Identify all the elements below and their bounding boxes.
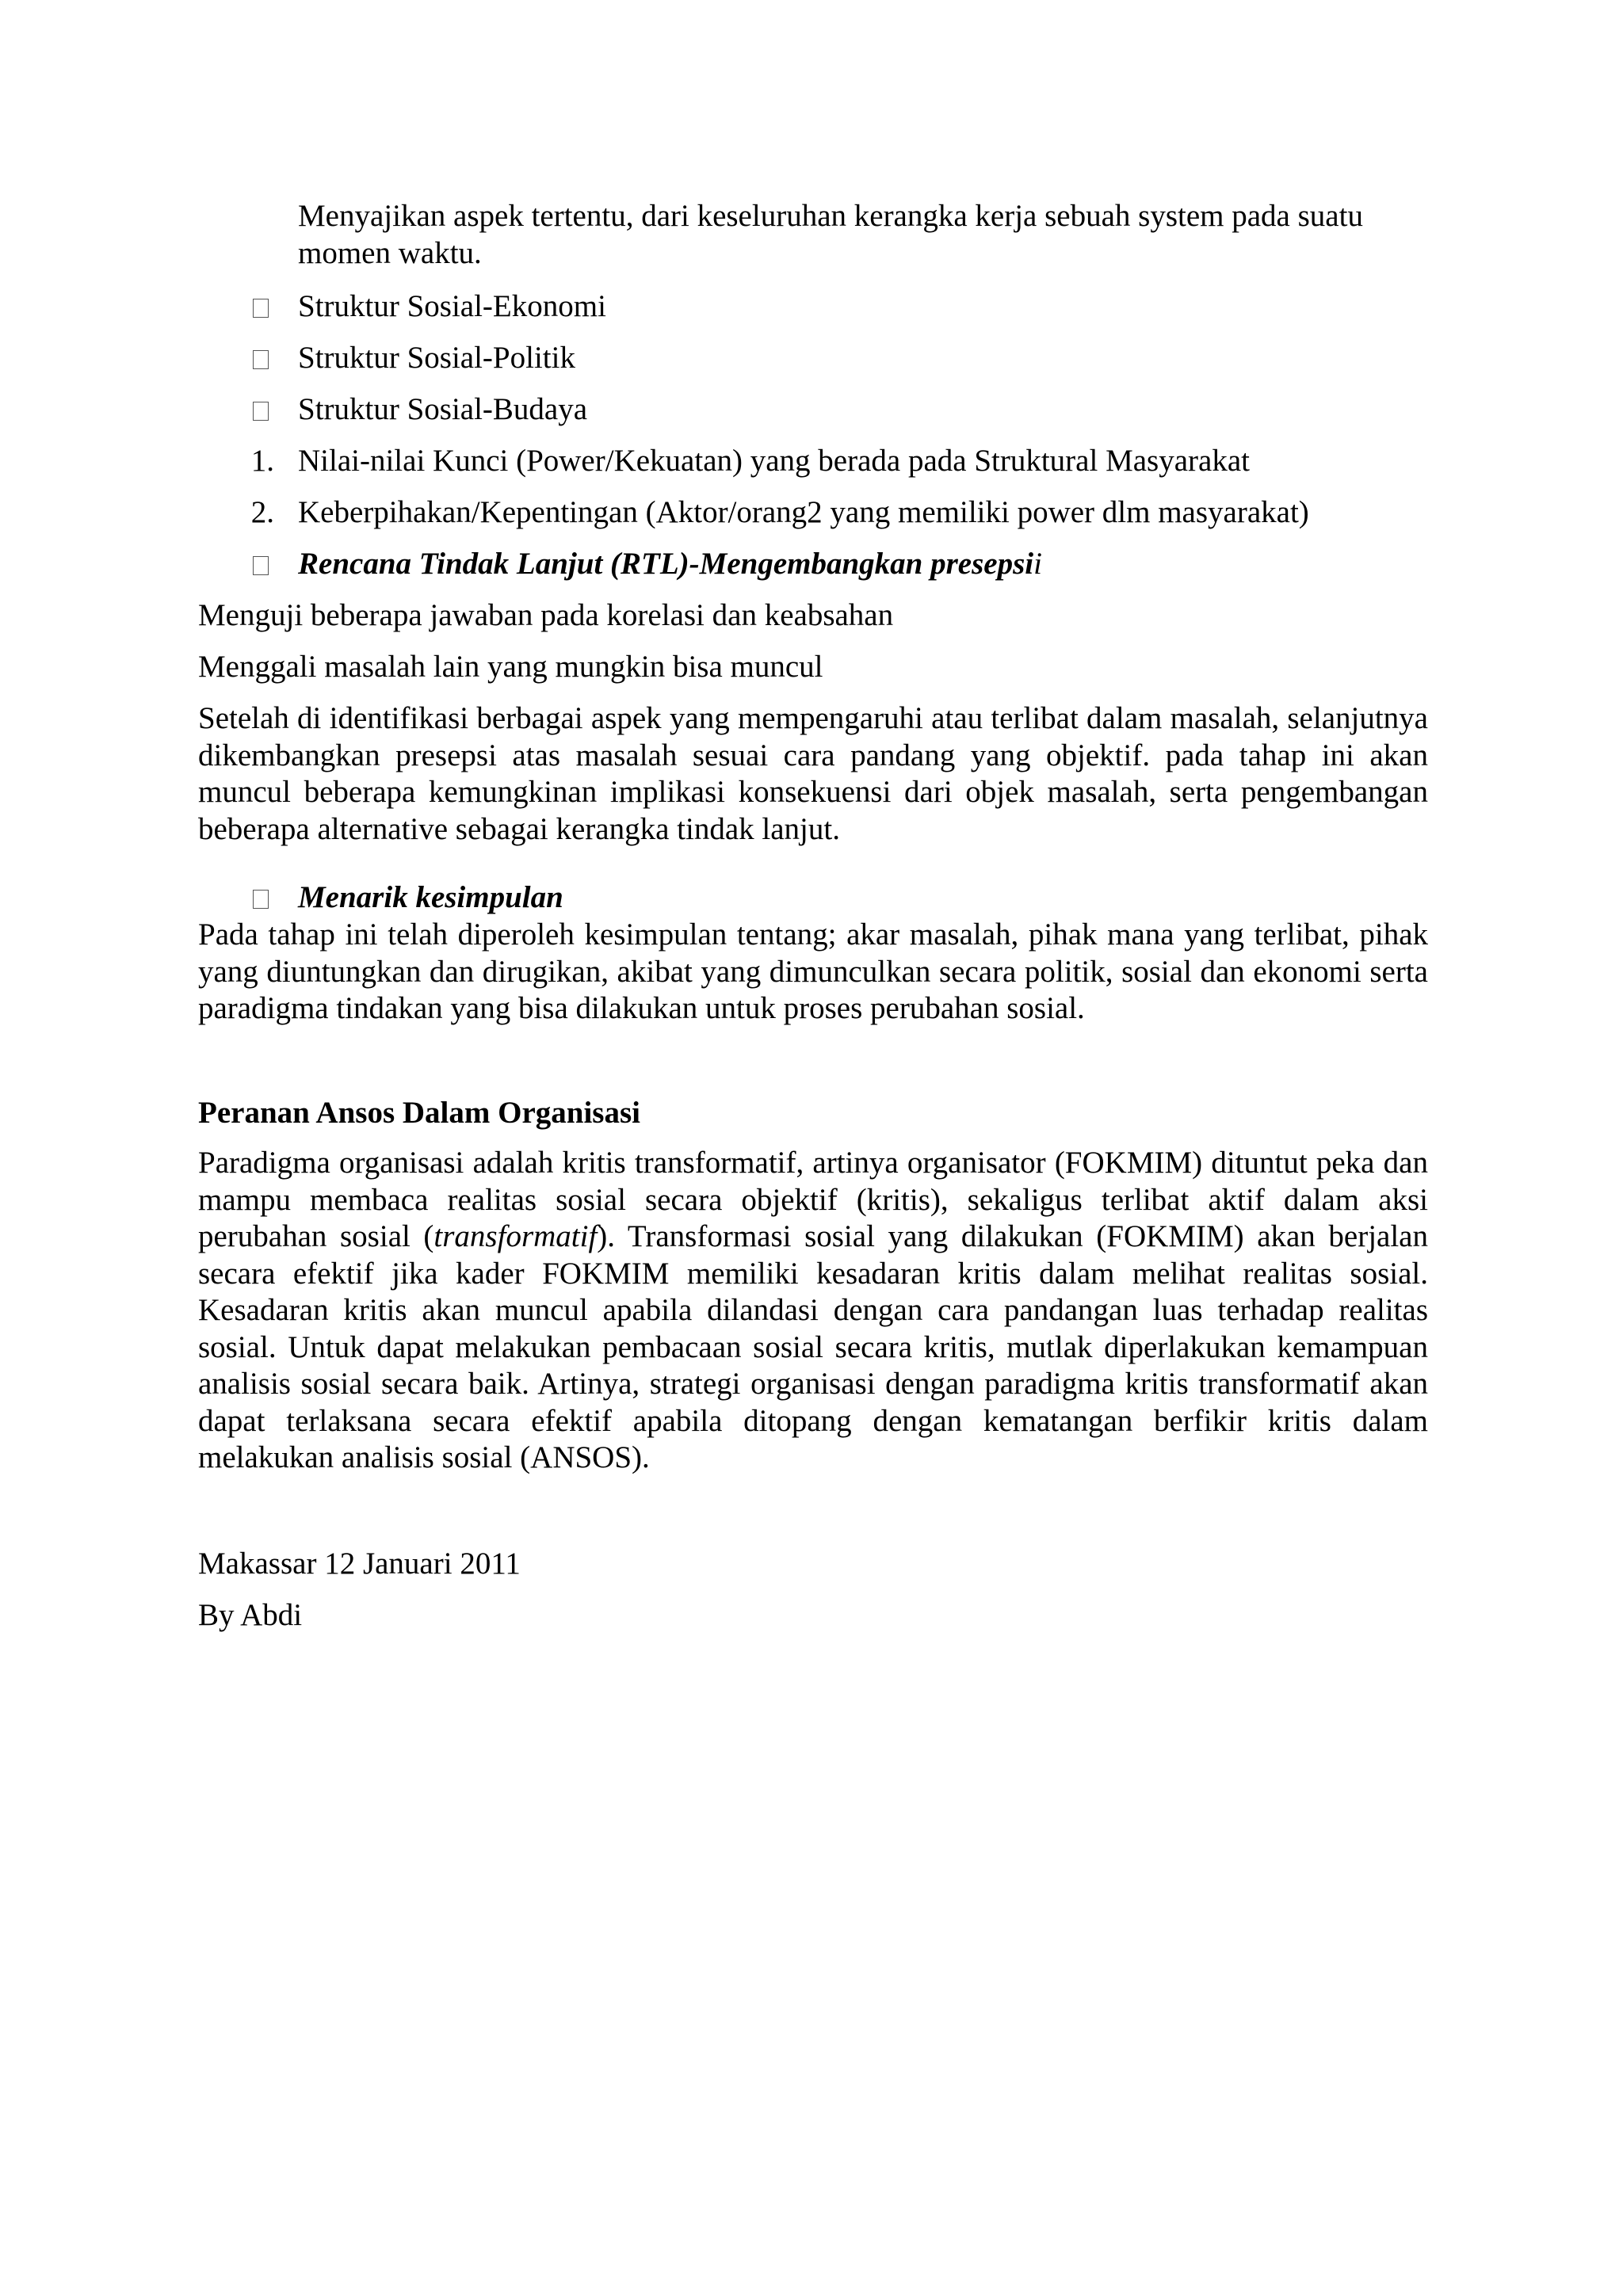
- bullet-item: Struktur Sosial-Ekonomi: [298, 289, 606, 323]
- list-number: 2.: [250, 495, 274, 529]
- bullet-box-icon: [253, 890, 269, 909]
- section-paragraph: Paradigma organisasi adalah kritis transformatif, artinya organisator (FOKMIM) dituntut peka dan mampu membaca realitas sosial secara objektif (kritis), sekaligus terlibat aktif dalam aksi perubahan sosial (transformatif). Transformasi sosial yang dilakukan (FOKMIM) akan berjalan secara efektif jika kader FOKMIM memiliki kesadaran kritis dalam melihat realitas sosial. Kesadaran kritis akan muncul apabila dilandasi dengan cara pandangan luas terhadap realitas sosial. Untuk dapat melakukan pembacaan sosial secara kritis, mutlak diperlakukan kemampuan analisis sosial secara baik. Artinya, strategi organisasi dengan paradigma kritis transformatif akan dapat terlaksana secara efektif apabila ditopang dengan kematangan berfikir kritis dalam melakukan analisis sosial (ANSOS).: [198, 1146, 1428, 1474]
- rtl-heading-text: Rencana Tindak Lanjut (RTL)-Mengembangkan presepsi: [298, 547, 1034, 581]
- list-item: Nilai-nilai Kunci (Power/Kekuatan) yang berada pada Struktural Masyarakat: [298, 444, 1250, 478]
- rtl-heading-tail: i: [1033, 547, 1042, 581]
- list-number: 1.: [250, 444, 274, 478]
- section-heading: Peranan Ansos Dalam Organisasi: [198, 1096, 640, 1130]
- bullet-item: Struktur Sosial-Budaya: [298, 392, 588, 426]
- bullet-box-icon: [253, 402, 269, 421]
- rtl-heading: [298, 546, 1042, 582]
- signature-place-date: Makassar 12 Januari 2011: [198, 1547, 521, 1581]
- bullet-box-icon: [253, 556, 269, 575]
- rtl-line: Menggali masalah lain yang mungkin bisa muncul: [198, 650, 823, 684]
- list-item: Keberpihakan/Kepentingan (Aktor/orang2 yang memiliki power dlm masyarakat): [298, 495, 1309, 529]
- rtl-line: Menguji beberapa jawaban pada korelasi dan keabsahan: [198, 598, 894, 632]
- rtl-paragraph: Setelah di identifikasi berbagai aspek yang mempengaruhi atau terlibat dalam masalah, selanjutnya dikembangkan presepsi atas masalah sesuai cara pandang yang objektif. pada tahap ini akan muncul beberapa kemungkinan implikasi konsekuensi dari objek masalah, serta pengembangan beberapa alternative sebagai kerangka tindak lanjut.: [198, 701, 1428, 846]
- conclusion-heading: Menarik kesimpulan: [298, 880, 563, 914]
- bullet-box-icon: [253, 350, 269, 369]
- signature-author: By Abdi: [198, 1598, 303, 1632]
- conclusion-paragraph: Pada tahap ini telah diperoleh kesimpulan tentang; akar masalah, pihak mana yang terlibat, pihak yang diuntungkan dan dirugikan, akibat yang dimunculkan secara politik, sosial dan ekonomi serta paradigma tindakan yang bisa dilakukan untuk proses perubahan sosial.: [198, 917, 1428, 1025]
- section-paragraph-italic: transformatif: [433, 1219, 598, 1253]
- bullet-item: Struktur Sosial-Politik: [298, 341, 575, 375]
- intro-paragraph: Menyajikan aspek tertentu, dari keseluruhan kerangka kerja sebuah system pada suatu momen waktu.: [298, 199, 1363, 270]
- bullet-box-icon: [253, 299, 269, 318]
